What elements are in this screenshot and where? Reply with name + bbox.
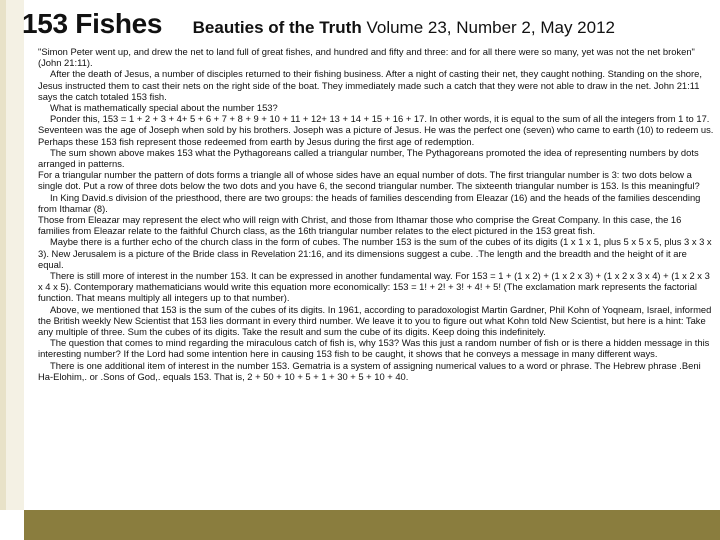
paragraph: In King David.s division of the priesthood, there are two groups: the heads of families descending from Eleazar (16) and the heads of the families descending from Ithamar (8). [38, 191, 701, 214]
paragraph: Those from Eleazar may represent the elect who will reign with Christ, and those from Ithamar those who comprise the Great Company. In this case, the 16 families from Eleazar relate to the faithful Church class, as the 16th triangular number relates to the elect pictured in the 153 great fish. [38, 214, 682, 237]
left-decorative-bar [0, 0, 24, 540]
bottom-decorative-bar [0, 510, 720, 540]
paragraph: After the death of Jesus, a number of disciples returned to their fishing business. After a night of casting their net, they caught nothing. Standing on the shore, Jesus instructed them to cast their nets on the right side of the boat. They immediately made such a catch that they were not able to draw in the net. John 21:11 says the catch totaled 153 fish. [38, 68, 702, 102]
paragraph: "Simon Peter went up, and drew the net to land full of great fishes, and hundred and fifty and three: and for all there were so many, yet was not the net broken" (John 21:11). [38, 46, 695, 69]
paragraph: What is mathematically special about the number 153? [50, 102, 278, 114]
issue-info: Volume 23, Number 2, May 2012 [366, 18, 615, 37]
paragraph: The question that comes to mind regarding the miraculous catch of fish is, why 153? Was this just a random number of fish or is there a hidden message in this interesting number? If the Lord had some intention here in causing 153 fish to be caught, it shows that he conveys a message in many different ways. [38, 337, 710, 360]
paragraph: Maybe there is a further echo of the church class in the form of cubes. The number 153 is the sum of the cubes of its digits (1 x 1 x 1, plus 5 x 5 x 5, plus 3 x 3 x 3). New Jerusalem is a picture of the Bride class in Revelation 21:16, and its dimensions suggest a cube. .The length and the breadth and the height of it are equal. [38, 236, 712, 270]
article-body [38, 46, 714, 382]
paragraph: For a triangular number the pattern of dots forms a triangle all of whose sides have an equal number of dots. The first triangular number is 3: two dots below a single dot. Put a row of three dots below the two dots and you have 6, the second triangular number. The sixteenth triangular number is 153. Is this meaningful? [38, 169, 700, 192]
paragraph: There is one additional item of interest in the number 153. Gematria is a system of assigning numerical values to a word or phrase. The Hebrew phrase .Beni Ha-Elohim,. or .Sons of God,. equals 153. That is, 2 + 50 + 10 + 5 + 1 + 30 + 5 + 10 + 40. [38, 359, 701, 382]
page-title: 153 Fishes [22, 8, 163, 39]
paragraph: The sum shown above makes 153 what the Pythagoreans called a triangular number, The Pythagoreans promoted the idea of representing numbers by dots arranged in patterns. [38, 146, 699, 170]
page-subtitle [193, 18, 615, 38]
paragraph: Above, we mentioned that 153 is the sum of the cubes of its digits. In 1961, according to paradoxologist Martin Gardner, Phil Kohn of Yoqneam, Israel, informed the British weekly New Scientist that 153 lies dormant in every third number. We leave it to you to figure out what Kohn told New Scientist, but here is a hint: Take any multiple of three. Sum the cubes of its digits. Take the result and sum the cube of its digits. Keep doing this indefinitely. [38, 303, 712, 338]
left-bar-edge [0, 0, 6, 510]
page-header [22, 8, 714, 40]
paragraph: There is still more of interest in the number 153. It can be expressed in another fundamental way. For 153 = 1 + (1 x 2) + (1 x 2 x 3) + (1 x 2 x 3 x 4) + (1 x 2 x 3 x 4 x 5). Contemporary mathematicians would write this equation more economically: 153 = 1! + 2! + 3! + 4! + 5! (The exclamation mark represents the factorial function. That means multiply all integers up to that number). [38, 270, 710, 304]
bottom-bar-corner [0, 510, 24, 540]
series-name: Beauties of the Truth [192, 18, 362, 37]
paragraph: Ponder this, 153 = 1 + 2 + 3 + 4+ 5 + 6 + 7 + 8 + 9 + 10 + 11 + 12+ 13 + 14 + 15 + 16 + 17. In other words, it is equal to the sum of all the integers from 1 to 17. Seventeen was the age of Joseph when sold by his brothers. Joseph was a picture of Jesus. He was the perfect one (seven) who came to earth (10) to redeem us. Perhaps these 153 fish represent those redeemed from earth by Jesus during the first age of redemption. [38, 113, 714, 147]
